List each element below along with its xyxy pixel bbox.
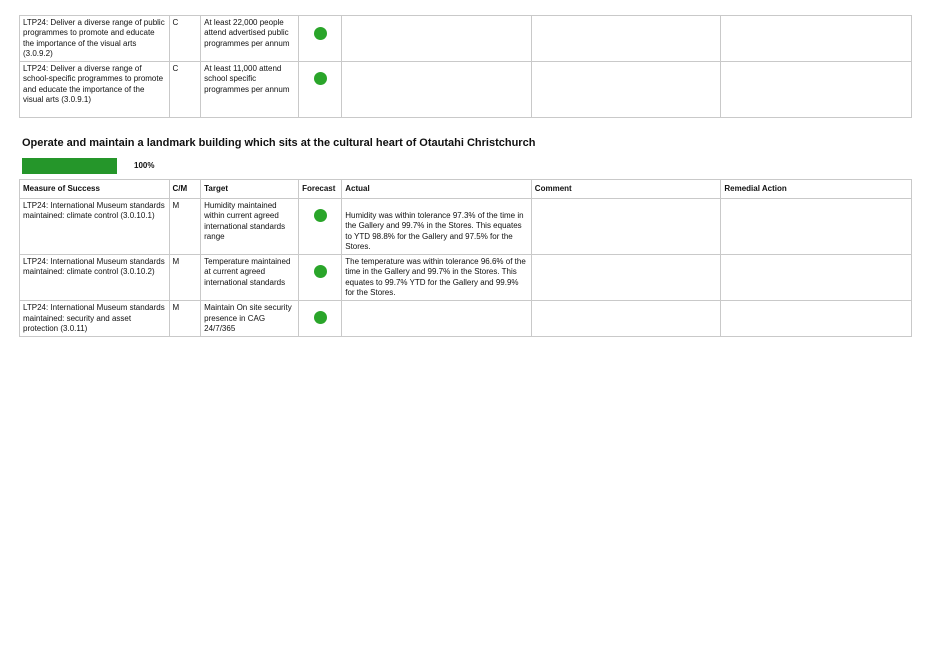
remedial-cell xyxy=(721,62,912,118)
target-cell: At least 11,000 attend school specific programmes per annum xyxy=(201,62,299,118)
forecast-cell xyxy=(299,16,342,62)
cm-cell: M xyxy=(169,301,201,337)
table-row xyxy=(20,301,912,337)
status-green-dot-icon xyxy=(314,265,327,278)
col-header-remedial: Remedial Action xyxy=(721,180,912,199)
measure-cell: LTP24: International Museum standards maintained: security and asset protection (3.0.11) xyxy=(20,301,170,337)
forecast-cell xyxy=(299,255,342,301)
actual-cell: The temperature was within tolerance 96.6% of the time in the Gallery and 99.7% in the Stores. This equates to 99.7% YTD for the Gallery and 99.9% for the Stores. xyxy=(342,255,532,301)
cm-cell: M xyxy=(169,199,201,255)
table-header-row xyxy=(20,180,912,199)
table-row xyxy=(20,62,912,118)
table-row xyxy=(20,199,912,255)
forecast-cell xyxy=(299,62,342,118)
section-heading: Operate and maintain a landmark building which sits at the cultural heart of Otautahi Christchurch xyxy=(22,137,536,149)
status-green-dot-icon xyxy=(314,72,327,85)
status-green-dot-icon xyxy=(314,27,327,40)
measure-cell: LTP24: Deliver a diverse range of school-specific programmes to promote and educate the importance of the visual arts (3.0.9.1) xyxy=(20,62,170,118)
progress-bar-fill xyxy=(22,158,117,174)
col-header-comment: Comment xyxy=(531,180,721,199)
status-green-dot-icon xyxy=(314,209,327,222)
target-cell: Humidity maintained within current agreed international standards range xyxy=(201,199,299,255)
remedial-cell xyxy=(721,301,912,337)
comment-cell xyxy=(531,16,721,62)
comment-cell xyxy=(531,62,721,118)
comment-cell xyxy=(531,255,721,301)
col-header-forecast: Forecast xyxy=(299,180,342,199)
table-row xyxy=(20,16,912,62)
actual-cell xyxy=(342,62,532,118)
measure-cell: LTP24: International Museum standards maintained: climate control (3.0.10.2) xyxy=(20,255,170,301)
progress-bar xyxy=(22,158,117,174)
measure-cell: LTP24: International Museum standards maintained: climate control (3.0.10.1) xyxy=(20,199,170,255)
progress-percent-label: 100% xyxy=(134,161,155,170)
cm-cell: C xyxy=(169,16,201,62)
measure-cell: LTP24: Deliver a diverse range of public programmes to promote and educate the importance of the visual arts (3.0.9.2) xyxy=(20,16,170,62)
cm-cell: M xyxy=(169,255,201,301)
target-cell: Maintain On site security presence in CAG 24/7/365 xyxy=(201,301,299,337)
comment-cell xyxy=(531,199,721,255)
remedial-cell xyxy=(721,255,912,301)
col-header-measure: Measure of Success xyxy=(20,180,170,199)
actual-cell xyxy=(342,16,532,62)
forecast-cell xyxy=(299,199,342,255)
actual-cell: Humidity was within tolerance 97.3% of the time in the Gallery and 99.7% in the Stores. This equates to YTD 98.8% for the Gallery and 97.5% for the Stores. xyxy=(342,199,532,255)
col-header-actual: Actual xyxy=(342,180,532,199)
target-cell: Temperature maintained at current agreed international standards xyxy=(201,255,299,301)
col-header-target: Target xyxy=(201,180,299,199)
actual-cell xyxy=(342,301,532,337)
comment-cell xyxy=(531,301,721,337)
remedial-cell xyxy=(721,16,912,62)
measures-table xyxy=(19,179,912,337)
status-green-dot-icon xyxy=(314,311,327,324)
remedial-cell xyxy=(721,199,912,255)
cm-cell: C xyxy=(169,62,201,118)
table-row xyxy=(20,255,912,301)
target-cell: At least 22,000 people attend advertised public programmes per annum xyxy=(201,16,299,62)
col-header-cm: C/M xyxy=(169,180,201,199)
forecast-cell xyxy=(299,301,342,337)
top-measures-table xyxy=(19,15,912,118)
